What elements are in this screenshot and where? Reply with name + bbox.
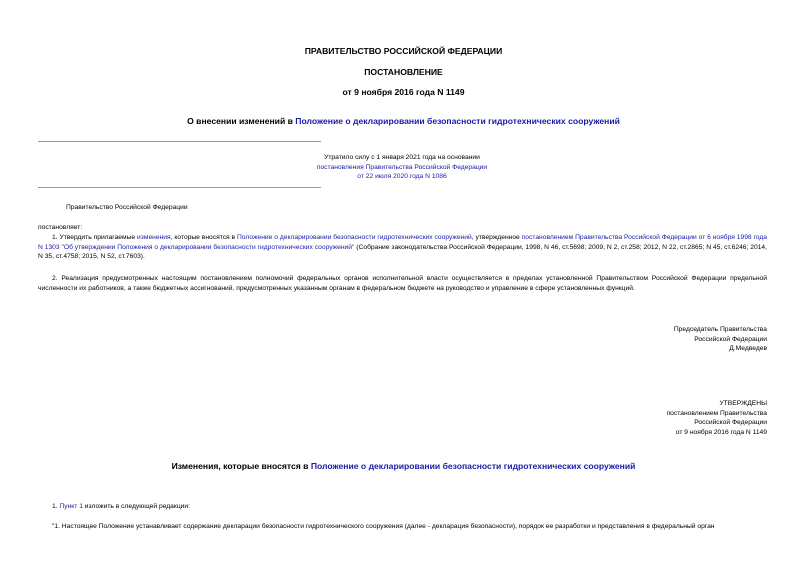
decrees-label: постановляет: bbox=[38, 224, 83, 231]
change1-text: изложить в следующей редакции: bbox=[82, 503, 190, 510]
item1-text-a: 1. Утвердить прилагаемые bbox=[52, 234, 138, 241]
divider-bottom bbox=[38, 187, 321, 188]
repeal-notice-link[interactable]: постановления Правительства Российской Федерации bbox=[316, 163, 488, 171]
item1-text-b: , которые вносятся в bbox=[170, 234, 237, 241]
decree-1303-link[interactable]: постановлением Правительства Российской Федерации от 6 ноября 1998 года N 1303 "Об утверждении Положения о декларировании безопасности гидротехнических сооружений" bbox=[38, 234, 767, 251]
changes-title bbox=[0, 461, 807, 471]
approved-date: от 9 ноября 2016 года N 1149 bbox=[675, 428, 767, 436]
regulation-link[interactable]: Положение о декларировании безопасности гидротехнических сооружений bbox=[237, 234, 472, 241]
changes-link[interactable]: изменения bbox=[137, 234, 171, 241]
doc-type: ПОСТАНОВЛЕНИЕ bbox=[364, 67, 443, 77]
doc-date-number: от 9 ноября 2016 года N 1149 bbox=[342, 87, 465, 97]
government-label: Правительство Российской Федерации bbox=[66, 204, 188, 211]
approved-block bbox=[500, 399, 767, 437]
repeal-notice bbox=[200, 153, 604, 182]
signature-block bbox=[500, 325, 767, 354]
approved-by: постановлением Правительства bbox=[666, 409, 767, 417]
signature-country: Российской Федерации bbox=[694, 335, 767, 343]
changes-title-prefix: Изменения, которые вносятся в bbox=[171, 461, 311, 471]
quoted-point-1: "1. Настоящее Положение устанавливает содержание декларации безопасности гидротехнического сооружения (далее - декларация безопасности), порядок ее разработки и представления в федеральный орган bbox=[52, 523, 715, 530]
signature-position: Председатель Правительства bbox=[673, 326, 767, 333]
change-item-1 bbox=[52, 502, 190, 512]
item1-text-d: (Собрание законодательства Российской Федерации, 1998, N 46, ст.5698; 2009, N 2, ст.258; 2012, N 22, ст.2865; N 45, ст.6246; 2014, N 35, ст.4758; 2015, N 52, ст.7603). bbox=[38, 243, 767, 261]
point-1-link[interactable]: Пункт 1 bbox=[59, 503, 83, 510]
subject-link[interactable]: Положение о декларировании безопасности гидротехнических сооружений bbox=[295, 116, 620, 126]
org-name: ПРАВИТЕЛЬСТВО РОССИЙСКОЙ ФЕДЕРАЦИИ bbox=[304, 46, 503, 56]
signature-name: Д.Медведев bbox=[729, 345, 767, 353]
approved-heading: УТВЕРЖДЕНЫ bbox=[719, 400, 767, 407]
paragraph-item-2: 2. Реализация предусмотренных настоящим постановлением полномочий федеральных органов исполнительной власти осуществляется в пределах установленной Правительством Российской Федерации предельной численности их работников, а также бюджетных ассигнований, предусмотренных указанным органам в федеральном бюджете на руководство и управление в сфере установленных функций. bbox=[38, 275, 767, 292]
approved-country: Российской Федерации bbox=[694, 419, 767, 427]
repeal-notice-link-date[interactable]: от 22 июля 2020 года N 1086 bbox=[357, 173, 447, 181]
changes-title-link[interactable]: Положение о декларировании безопасности гидротехнических сооружений bbox=[310, 461, 636, 471]
doc-subject bbox=[0, 116, 807, 126]
repeal-notice-line1: Утратило силу с 1 января 2021 года на основании bbox=[324, 154, 480, 161]
subject-prefix: О внесении изменений в bbox=[187, 116, 296, 126]
item1-text-c: , утвержденное bbox=[471, 234, 522, 241]
paragraph-item-1 bbox=[38, 233, 767, 262]
divider-top bbox=[38, 141, 321, 142]
change1-num: 1. bbox=[52, 503, 60, 510]
